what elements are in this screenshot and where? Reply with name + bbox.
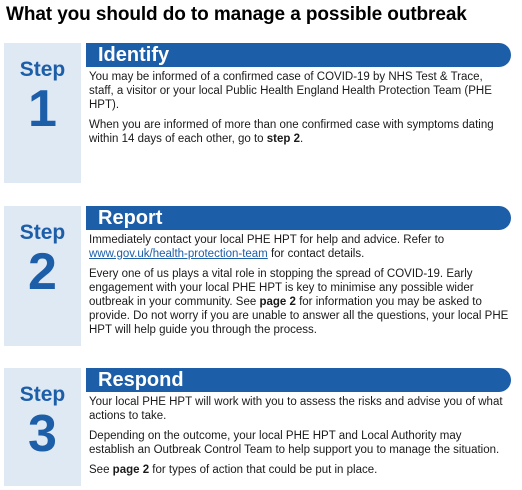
step-2-page-2-ref: page 2 bbox=[259, 296, 296, 308]
step-3-paragraph-3-text: See bbox=[89, 464, 113, 476]
step-3-label: Step bbox=[19, 383, 66, 406]
step-3-paragraph-3 bbox=[89, 463, 509, 477]
step-2-heading: Report bbox=[98, 207, 163, 229]
step-1-heading: Identify bbox=[98, 44, 170, 66]
step-3-paragraph-1: Your local PHE HPT will work with you to assess the risks and advise you of what actions to take. bbox=[89, 396, 503, 422]
step-2-number: 2 bbox=[28, 243, 57, 301]
step-3-paragraph-3-end: for types of action that could be put in place. bbox=[149, 464, 378, 476]
step-1-body bbox=[89, 70, 509, 152]
step-3-panel bbox=[4, 368, 81, 486]
step-2-paragraph-2-text: Every one of us plays a vital role in stopping the spread of COVID-19. Early engagement with your local PHE HPT is key to minimise any possible wider outbreak in your community. See bbox=[89, 268, 474, 308]
step-3-number: 3 bbox=[28, 405, 57, 463]
step-1-step-2-ref: step 2 bbox=[266, 133, 300, 145]
step-3-heading: Respond bbox=[98, 369, 184, 391]
step-2-paragraph-1-end: for contact details. bbox=[267, 248, 365, 260]
step-1-paragraph-2 bbox=[89, 118, 509, 146]
step-1-panel bbox=[4, 43, 81, 183]
step-2-paragraph-2-end: for information you may be asked to provide. Do not worry if you are unable to answer all the questions, your local PHE HPT will help guide you through the process. bbox=[89, 296, 509, 336]
step-2-paragraph-1-text: Immediately contact your local PHE HPT for help and advice. Refer to bbox=[89, 234, 445, 246]
step-3-header bbox=[86, 368, 511, 392]
step-2-paragraph-1 bbox=[89, 233, 509, 261]
step-1-section bbox=[0, 43, 522, 183]
step-3-paragraph-2: Depending on the outcome, your local PHE HPT and Local Authority may establish an Outbreak Control Team to help support you to manage the situation. bbox=[89, 430, 500, 456]
step-1-number: 1 bbox=[28, 80, 57, 138]
step-1-header bbox=[86, 43, 511, 67]
step-2-panel bbox=[4, 206, 81, 346]
page-title: What you should do to manage a possible outbreak bbox=[6, 4, 467, 25]
step-2-body bbox=[89, 233, 509, 343]
step-1-paragraph-2-text: When you are informed of more than one confirmed case with symptoms dating within 14 days of each other, go to bbox=[89, 119, 494, 145]
health-protection-team-link[interactable]: www.gov.uk/health-protection-team bbox=[89, 248, 268, 260]
step-2-label: Step bbox=[19, 221, 66, 244]
step-1-label: Step bbox=[19, 58, 66, 81]
step-3-body bbox=[89, 395, 509, 483]
step-1-paragraph-1: You may be informed of a confirmed case of COVID-19 by NHS Test & Trace, staff, a visitor or your local Public Health England Health Protection Team (PHE HPT). bbox=[89, 71, 492, 111]
step-3-page-2-ref: page 2 bbox=[112, 464, 150, 476]
step-2-section bbox=[0, 206, 522, 346]
step-2-paragraph-2 bbox=[89, 267, 509, 337]
step-2-header bbox=[86, 206, 511, 230]
step-3-section bbox=[0, 368, 522, 486]
step-1-paragraph-2-end: . bbox=[299, 133, 304, 145]
